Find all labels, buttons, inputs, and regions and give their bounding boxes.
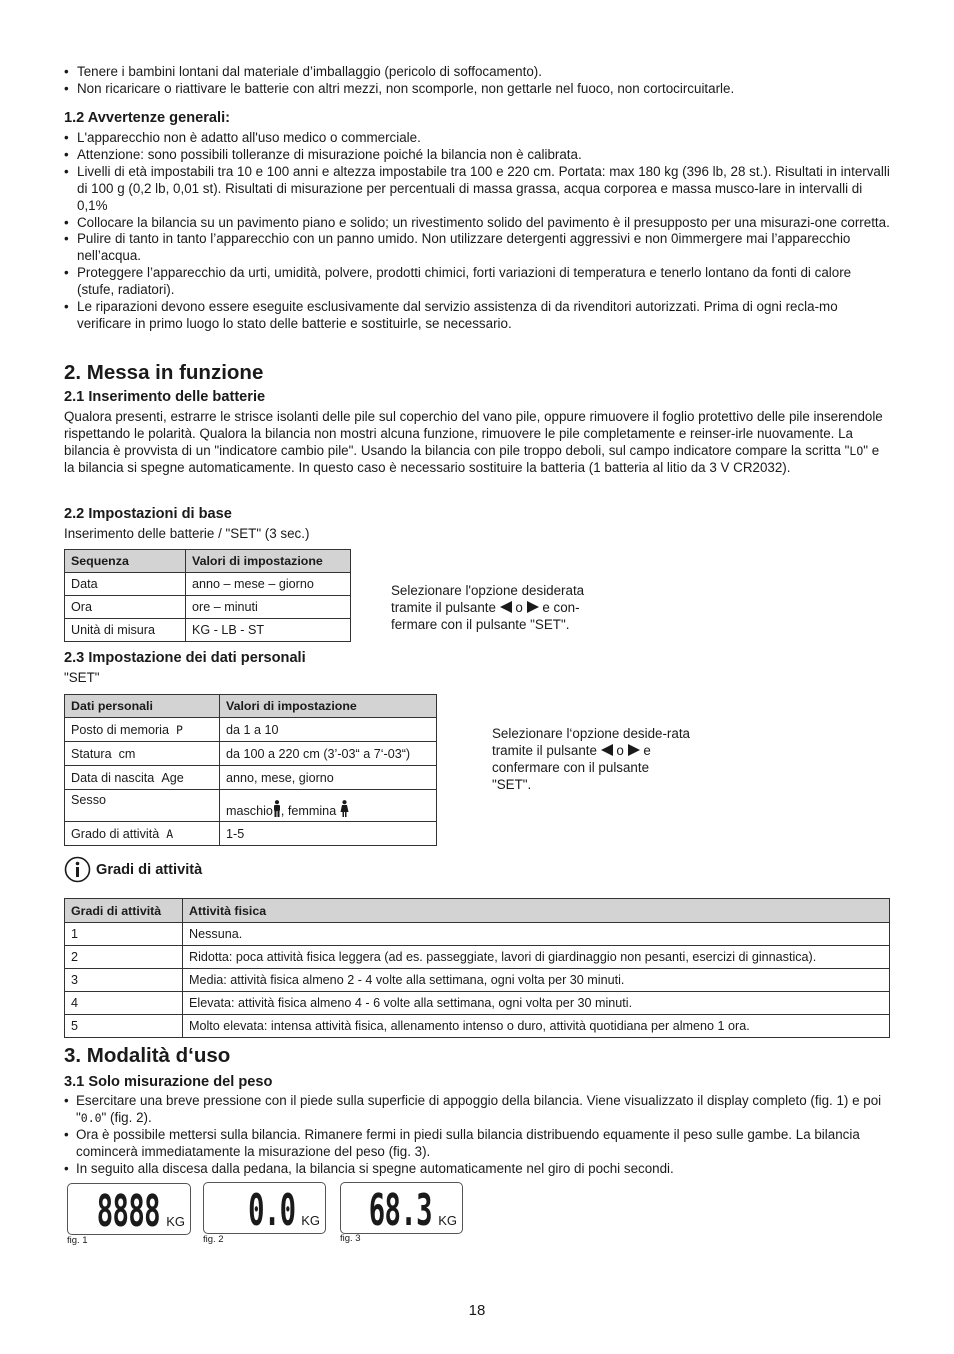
- cell-label: Data di nascita: [71, 770, 155, 785]
- battery-text-b: " e la bilancia si spegne automaticamente. In questo caso è necessario sostituire la batteria (1 batteria al litio da 3 V CR2032).: [64, 442, 880, 475]
- section-2-3-title: 2.3 Impostazione dei dati personali: [64, 650, 306, 666]
- table-cell: 1-5: [220, 822, 437, 846]
- table-row: [65, 596, 351, 619]
- table-cell: 2: [65, 946, 183, 969]
- basic-settings-table: [64, 549, 351, 642]
- table-cell: Data: [65, 573, 186, 596]
- general-warnings-list: [64, 130, 892, 333]
- table-header: Attività fisica: [183, 899, 890, 923]
- male-label: maschio: [226, 804, 273, 818]
- section-3-title: 3. Modalità d‘uso: [64, 1044, 231, 1067]
- list-item: • Pulire di tanto in tanto l’apparecchio con un panno umido. Non utilizzare detergenti aggressivi e non 0immergere mai l’apparecchio nell’acqua.: [64, 231, 892, 265]
- table-cell: [220, 790, 437, 822]
- table-row: [65, 822, 437, 846]
- table-cell: Unità di misura: [65, 619, 186, 642]
- activity-levels-title: Gradi di attività: [96, 862, 203, 878]
- top-bullet-list: [64, 64, 892, 98]
- cell-label: Grado di attività: [71, 826, 160, 841]
- table-cell: da 1 a 10: [220, 718, 437, 742]
- table-row: [65, 573, 351, 596]
- section-3-1-title: 3.1 Solo misurazione del peso: [64, 1074, 273, 1090]
- lcd-unit: KG: [166, 1214, 185, 1229]
- male-icon: [273, 800, 281, 817]
- table-row: [65, 946, 890, 969]
- table-header: Dati personali: [65, 695, 220, 718]
- instruction-text-b: e confermare con il pulsante "SET".: [492, 742, 651, 792]
- activity-levels-table: [64, 898, 890, 1038]
- lcd-unit: KG: [438, 1213, 457, 1228]
- battery-paragraph: [64, 409, 884, 477]
- list-item: • Le riparazioni devono essere eseguite esclusivamente dal servizio assistenza di da rivenditori autorizzati. Prima di ogni recla-mo verificare in primo luogo lo stato delle batterie e sostituirle, se necessario.: [64, 299, 892, 333]
- section-2-2-subtitle: Inserimento delle batterie / "SET" (3 sec.): [64, 526, 310, 541]
- table-row: [65, 742, 437, 766]
- table-cell: anno – mese – giorno: [186, 573, 351, 596]
- list-text-b: " (fig. 2).: [101, 1109, 152, 1125]
- section-2-title: 2. Messa in funzione: [64, 361, 264, 384]
- table-cell: Molto elevata: intensa attività fisica, allenamento intenso o duro, attività quotidiana per almeno 1 ora.: [183, 1015, 890, 1038]
- table-cell: anno, mese, giorno: [220, 766, 437, 790]
- section-2-2-title: 2.2 Impostazioni di base: [64, 506, 232, 522]
- table-cell: Media: attività fisica almeno 2 - 4 volte alla settimana, ogni volta per 30 minuti.: [183, 969, 890, 992]
- section-2-1-title: 2.1 Inserimento delle batterie: [64, 389, 266, 405]
- info-icon: [64, 856, 91, 883]
- instruction-text-b: e con-fermare con il pulsante "SET".: [391, 599, 580, 632]
- list-item: • In seguito alla discesa dalla pedana, la bilancia si spegne automaticamente nel giro di pochi secondi.: [64, 1161, 886, 1178]
- table-row: [65, 1015, 890, 1038]
- unit-symbol: cm: [118, 746, 136, 761]
- table-header: Valori di impostazione: [220, 695, 437, 718]
- table-cell: ore – minuti: [186, 596, 351, 619]
- lcd-digits: 8888: [96, 1186, 160, 1237]
- left-arrow-icon: [500, 601, 512, 613]
- display-figure-2: [203, 1182, 326, 1234]
- figure-2-caption: fig. 2: [203, 1234, 224, 1245]
- table-row: [65, 923, 890, 946]
- lo-segment-text: LO: [849, 443, 864, 458]
- table-cell: Elevata: attività fisica almeno 4 - 6 volte alla settimana, ogni volta per 30 minuti.: [183, 992, 890, 1015]
- list-item: • L'apparecchio non è adatto all'uso medico o commerciale.: [64, 130, 892, 147]
- table-row: [65, 766, 437, 790]
- cell-label: Posto di memoria: [71, 722, 169, 737]
- instruction-or: o: [616, 742, 624, 758]
- list-item: • Proteggere l’apparecchio da urti, umidità, polvere, prodotti chimici, forti variazioni di temperatura e tenerlo lontano da fonti di calore (stufe, radiatori).: [64, 265, 892, 299]
- list-item: • Ora è possibile mettersi sulla bilancia. Rimanere fermi in piedi sulla bilancia distribuendo equamente il peso sulle gambe. La bilancia comincerà immediatamente la misurazione del peso (fig. 3).: [64, 1127, 886, 1161]
- list-item: • Attenzione: sono possibili tolleranze di misurazione poiché la bilancia non è calibrata.: [64, 147, 892, 164]
- figure-3-caption: fig. 3: [340, 1233, 361, 1244]
- instruction-text-a: Selezionare l‘opzione deside-rata tramite il pulsante: [492, 726, 691, 758]
- table-cell: Ridotta: poca attività fisica leggera (ad es. passeggiate, lavori di giardinaggio non pesanti, esercizi di ginnastica).: [183, 946, 890, 969]
- table-row: [65, 992, 890, 1015]
- lcd-unit: KG: [301, 1213, 320, 1228]
- list-item: • Non ricaricare o riattivare le batterie con altri mezzi, non scomporle, non gettarle nel fuoco, non cortocircuitarle.: [64, 81, 892, 98]
- table-cell: Ora: [65, 596, 186, 619]
- table-cell: [65, 766, 220, 790]
- table-cell: 3: [65, 969, 183, 992]
- display-figure-1: [67, 1183, 191, 1235]
- table-cell: 4: [65, 992, 183, 1015]
- zero-segment-text: 0.0: [80, 1110, 102, 1125]
- table-row: [65, 790, 437, 822]
- list-text-a: Esercitare una breve pressione con il piede sulla superficie di appoggio della bilancia. Viene visualizzato il display completo (fig. 1) e poi ": [76, 1093, 882, 1125]
- list-item: • Tenere i bambini lontani dal materiale d’imballaggio (pericolo di soffocamento).: [64, 64, 892, 81]
- lcd-digits: 68.3: [368, 1185, 432, 1236]
- right-arrow-icon: [527, 601, 539, 613]
- age-symbol: Age: [161, 770, 184, 785]
- table-cell: Nessuna.: [183, 923, 890, 946]
- table-row: [65, 619, 351, 642]
- display-figure-3: [340, 1182, 463, 1234]
- right-arrow-icon: [628, 744, 640, 756]
- table-cell: KG - LB - ST: [186, 619, 351, 642]
- table-header: Sequenza: [65, 550, 186, 573]
- figure-1-caption: fig. 1: [67, 1235, 88, 1246]
- basic-settings-instructions: [391, 583, 606, 634]
- weight-measurement-list: [64, 1093, 886, 1178]
- list-item: • Livelli di età impostabili tra 10 e 100 anni e altezza impostabile tra 100 e 220 cm. Portata: max 180 kg (396 lb, 28 st.). Risultati in intervalli di 100 g (0,2 lb, 0,01 st). Risultati di misurazione per percentuali di massa grassa, acqua corporea e massa musco-lare in intervalli di 0,1%: [64, 164, 892, 215]
- page-number: 18: [468, 1302, 486, 1319]
- list-item: • Collocare la bilancia su un pavimento piano e solido; un rivestimento solido del pavimento è il presupposto per una misurazi-one corretta.: [64, 215, 892, 232]
- list-item: [64, 1093, 886, 1127]
- personal-data-table: [64, 694, 437, 846]
- battery-text-a: Qualora presenti, estrarre le strisce isolanti delle pile sul coperchio del vano pile, oppure rimuovere il foglio protettivo delle pile inserendole rispettando le polarità. Qualora la bilancia non mostri alcuna funzione, rimuovere le pile completamente e reinser-irle nuovamente. La bilancia è provvista di un "indicatore cambio pile". Usando la bilancia con pile troppo deboli, sul campo indicatore compare la scritta ": [64, 409, 883, 458]
- table-cell: Sesso: [65, 790, 220, 822]
- table-row: [65, 969, 890, 992]
- lcd-digits: 0.0: [247, 1185, 295, 1236]
- table-row: [65, 718, 437, 742]
- instruction-or: o: [515, 599, 523, 615]
- segment-symbol: A: [166, 826, 174, 841]
- table-cell: [65, 822, 220, 846]
- table-cell: [65, 718, 220, 742]
- table-cell: 1: [65, 923, 183, 946]
- section-2-3-subtitle: "SET": [64, 670, 100, 685]
- segment-symbol: P: [176, 722, 183, 737]
- table-cell: da 100 a 220 cm (3’-03“ a 7‘-03“): [220, 742, 437, 766]
- left-arrow-icon: [601, 744, 613, 756]
- table-cell: [65, 742, 220, 766]
- section-1-2-title: 1.2 Avvertenze generali:: [64, 110, 231, 126]
- instruction-text-a: Selezionare l'opzione desiderata tramite il pulsante: [391, 583, 585, 615]
- table-cell: 5: [65, 1015, 183, 1038]
- female-label: , femmina: [280, 804, 337, 818]
- female-icon: [340, 800, 349, 817]
- cell-label: Statura: [71, 746, 112, 761]
- table-header: Gradi di attività: [65, 899, 183, 923]
- table-header: Valori di impostazione: [186, 550, 351, 573]
- personal-data-instructions: [492, 726, 692, 794]
